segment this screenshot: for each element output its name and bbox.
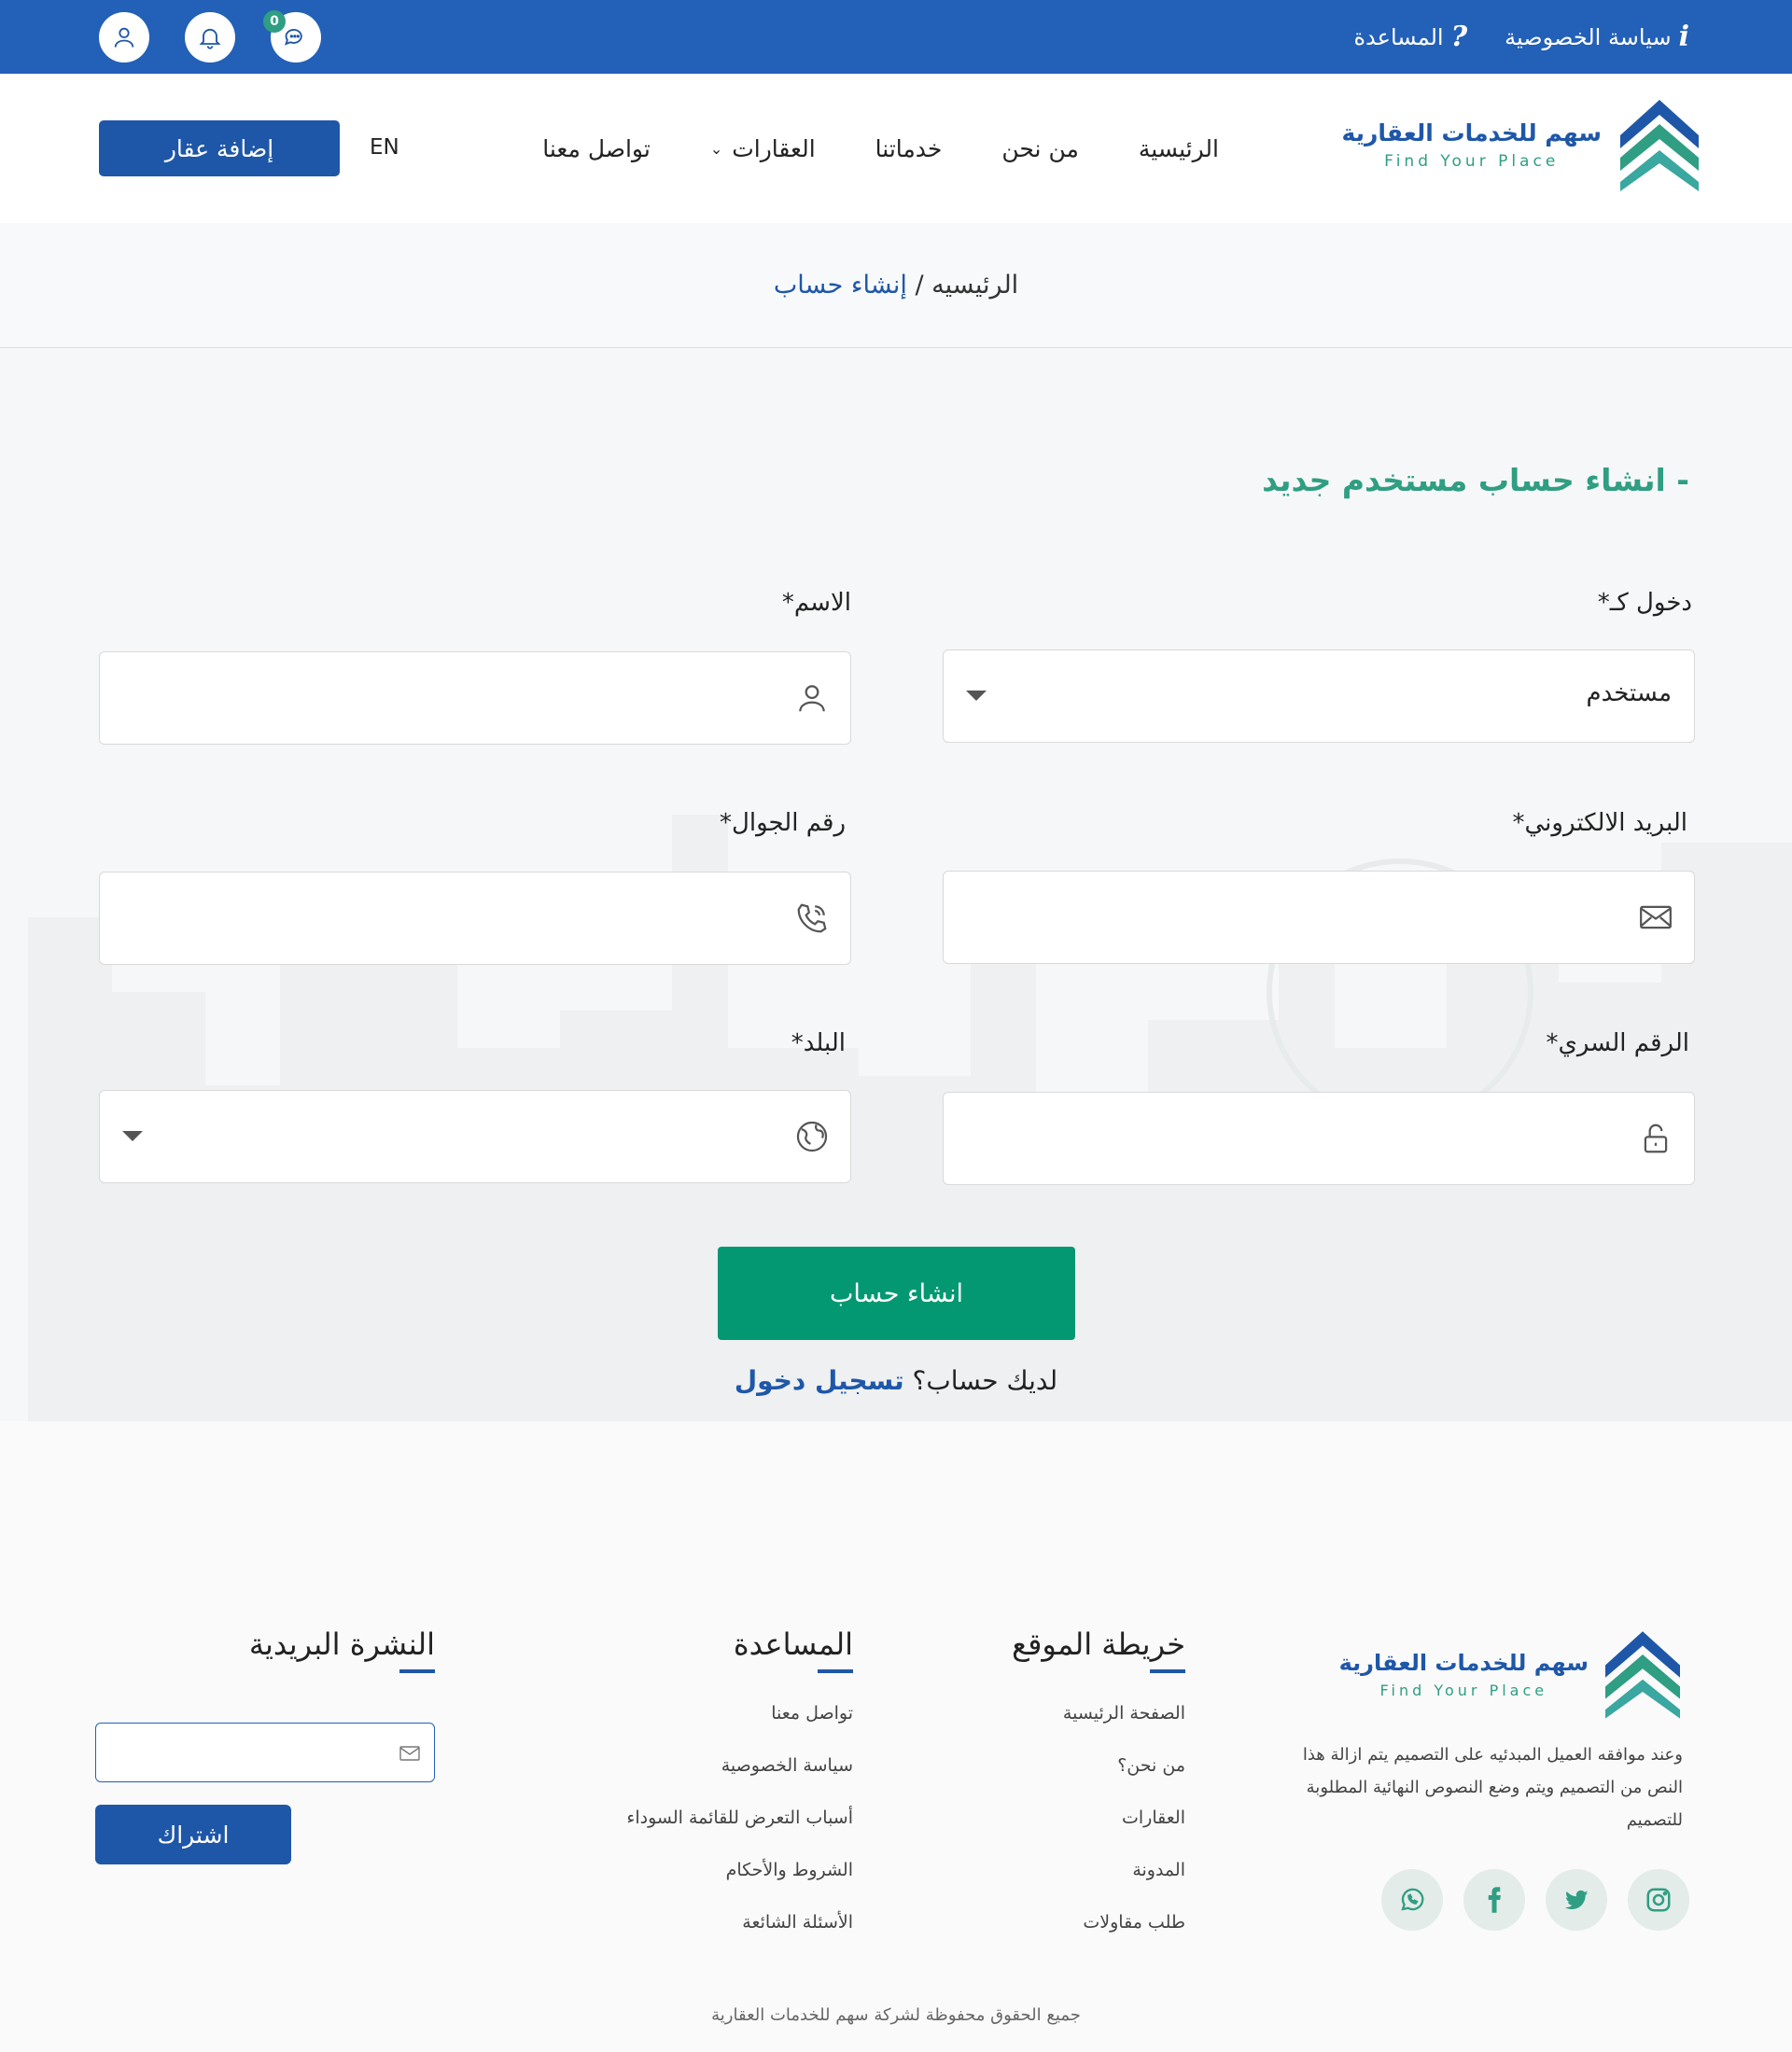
privacy-link[interactable]: [1505, 21, 1689, 53]
user-icon: [794, 680, 830, 716]
breadcrumb-current: إنشاء حساب: [773, 271, 907, 300]
sitemap-column: [1012, 1626, 1185, 1964]
help-column: [626, 1626, 853, 1964]
password-field[interactable]: [943, 1092, 1695, 1185]
logo-icon: [1620, 98, 1699, 191]
nav-contact[interactable]: تواصل معنا: [542, 134, 651, 162]
notifications-button[interactable]: [185, 12, 235, 63]
newsletter-title: النشرة البريدية: [249, 1626, 435, 1673]
chevron-down-icon: ⌄: [709, 139, 723, 158]
messages-button[interactable]: [271, 12, 321, 63]
add-property-button[interactable]: إضافة عقار: [99, 120, 340, 176]
instagram-icon: [1645, 1886, 1673, 1914]
phone-icon: [794, 900, 830, 936]
password-label: الرقم السري*: [1546, 1029, 1689, 1057]
footer-about-text: وعند موافقه العميل المبدئيه على التصميم يتم ازالة هذا النص من التصميم ويتم وضع النصوص النهائية المطلوبة للتصميم: [1302, 1745, 1683, 1830]
newsletter-email-input[interactable]: [95, 1723, 435, 1782]
country-label: البلد*: [791, 1029, 846, 1057]
site-footer: [0, 1421, 1792, 2052]
nav-home[interactable]: الرئيسية: [1138, 134, 1219, 162]
chat-icon: [283, 24, 309, 50]
twitter-button[interactable]: [1546, 1869, 1607, 1931]
whatsapp-icon: [1398, 1886, 1426, 1914]
instagram-button[interactable]: [1628, 1869, 1689, 1931]
newsletter-column: [249, 1626, 435, 1673]
login-as-value: مستخدم: [1586, 679, 1672, 707]
help-link-terms[interactable]: الشروط والأحكام: [725, 1860, 853, 1880]
help-title: المساعدة: [734, 1626, 853, 1673]
envelope-icon: [399, 1742, 421, 1765]
info-icon: i: [1678, 21, 1689, 53]
main-nav: [542, 74, 1219, 223]
nav-properties[interactable]: [710, 135, 816, 162]
caret-down-icon: [122, 1131, 143, 1141]
facebook-icon: [1480, 1886, 1508, 1914]
mobile-field[interactable]: [99, 872, 851, 965]
sitemap-title: خريطة الموقع: [1012, 1626, 1185, 1673]
create-account-button[interactable]: انشاء حساب: [718, 1247, 1075, 1340]
subscribe-button[interactable]: اشتراك: [95, 1805, 291, 1864]
top-links: [1353, 0, 1689, 74]
bell-icon: [197, 24, 223, 50]
nav-about[interactable]: من نحن: [1001, 134, 1079, 162]
country-select[interactable]: [99, 1090, 851, 1183]
messages-badge: 0: [263, 10, 286, 33]
mobile-label: رقم الجوال*: [719, 809, 846, 837]
name-field[interactable]: [99, 651, 851, 745]
help-link-privacy[interactable]: سياسة الخصوصية: [721, 1755, 853, 1776]
facebook-button[interactable]: [1463, 1869, 1525, 1931]
copyright-text: جميع الحقوق محفوظة لشركة سهم للخدمات العقارية: [711, 2005, 1081, 2025]
breadcrumb-bar: [0, 223, 1792, 348]
caret-down-icon: [966, 691, 987, 701]
sitemap-link-about[interactable]: من نحن؟: [1117, 1755, 1185, 1776]
lock-icon: [1638, 1121, 1673, 1156]
sitemap-link-blog[interactable]: المدونة: [1132, 1860, 1185, 1880]
breadcrumb-separator: /: [915, 271, 924, 300]
nav-services[interactable]: خدماتنا: [875, 134, 943, 162]
help-link-blacklist[interactable]: أسباب التعرض للقائمة السوداء: [626, 1808, 853, 1828]
footer-brand-tagline: Find Your Place: [1379, 1681, 1548, 1699]
nav-properties-label: العقارات: [732, 134, 816, 162]
brand-name: سهم للخدمات العقارية: [1341, 119, 1602, 147]
login-prompt: [0, 1365, 1792, 1396]
envelope-icon: [1638, 900, 1673, 935]
email-label: البريد الالكتروني*: [1512, 809, 1687, 837]
sitemap-link-properties[interactable]: العقارات: [1122, 1808, 1185, 1828]
footer-brand-name: سهم للخدمات العقارية: [1338, 1649, 1589, 1676]
sitemap-link-home[interactable]: الصفحة الرئيسية: [1062, 1703, 1185, 1724]
help-link-label: المساعدة: [1353, 23, 1444, 50]
social-links: [1381, 1869, 1689, 1931]
globe-icon: [794, 1119, 830, 1154]
login-as-select[interactable]: [943, 649, 1695, 743]
sitemap-link-contracting[interactable]: طلب مقاولات: [1083, 1912, 1185, 1933]
logo-icon: [1605, 1628, 1680, 1720]
login-link[interactable]: تسجيل دخول: [734, 1365, 904, 1396]
account-button[interactable]: [99, 12, 149, 63]
twitter-icon: [1562, 1886, 1590, 1914]
signup-section: [0, 348, 1792, 1421]
site-header: [0, 74, 1792, 223]
email-field[interactable]: [943, 871, 1695, 964]
help-link-contact[interactable]: تواصل معنا: [771, 1703, 853, 1724]
breadcrumb: [774, 271, 1018, 300]
brand-tagline: Find Your Place: [1384, 151, 1560, 171]
user-icon: [111, 24, 137, 50]
footer-logo[interactable]: [1339, 1628, 1680, 1720]
have-account-text: لديك حساب؟: [912, 1365, 1058, 1396]
brand-logo[interactable]: [1341, 98, 1699, 191]
name-label: الاسم*: [781, 589, 851, 617]
login-as-label: دخول كـ*: [1597, 589, 1692, 617]
top-bar: [0, 0, 1792, 74]
help-link-faq[interactable]: الأسئلة الشائعة: [742, 1912, 853, 1933]
privacy-link-label: سياسة الخصوصية: [1505, 23, 1672, 50]
language-switch[interactable]: EN: [370, 135, 399, 160]
form-title: - انشاء حساب مستخدم جديد: [1262, 462, 1689, 498]
question-icon: ?: [1450, 21, 1468, 53]
breadcrumb-home[interactable]: الرئيسيه: [931, 271, 1019, 300]
help-link[interactable]: [1353, 21, 1467, 53]
whatsapp-button[interactable]: [1381, 1869, 1443, 1931]
top-icons: [99, 12, 321, 63]
